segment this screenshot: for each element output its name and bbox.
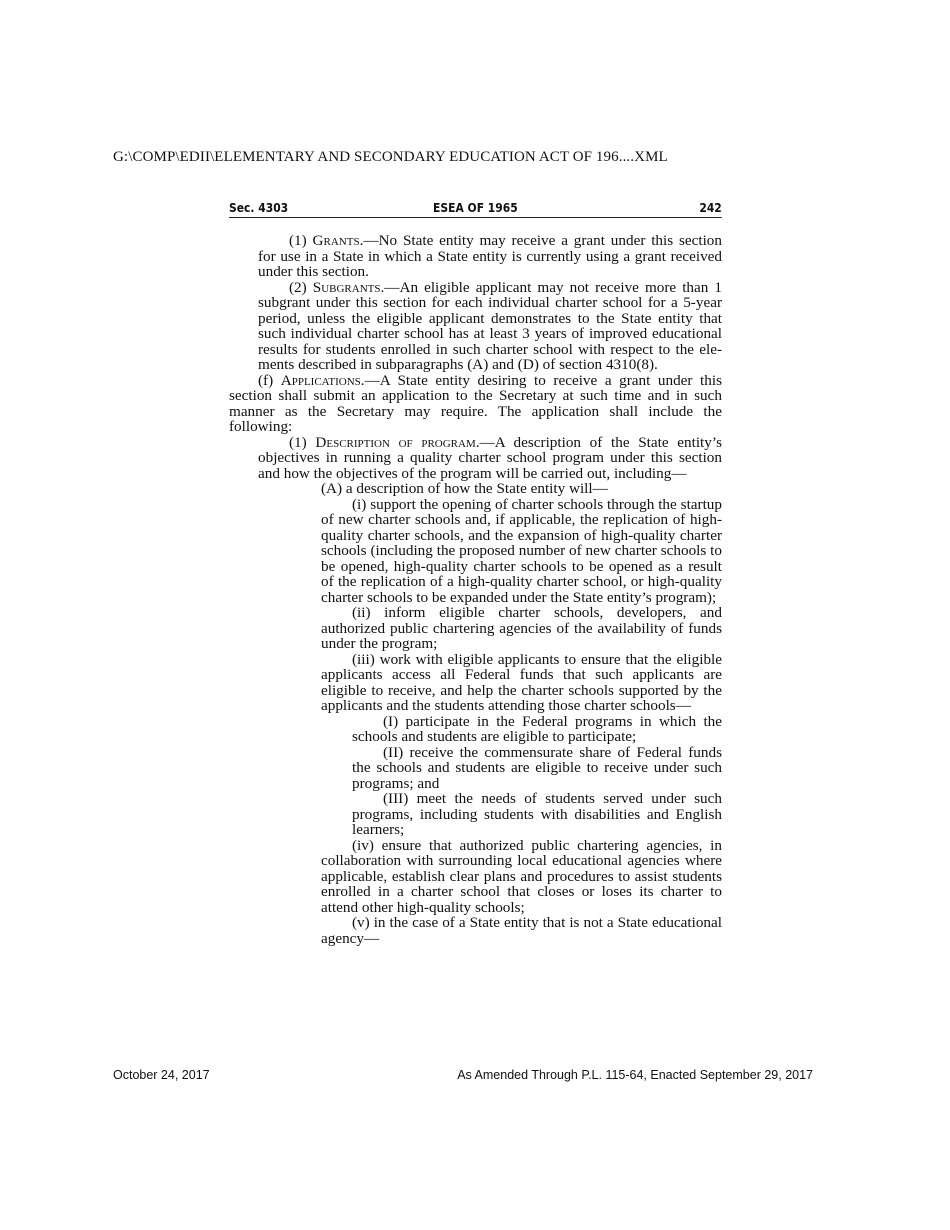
subclause-I: (I) participate in the Federal programs in which the schools and students are eligible to participate; [352,712,722,745]
clause-i: (i) support the opening of charter schools through the startup of new charter schools and, if applicable, the replication of high-quality charter schools, and the expansion of high-quality charter schools (including the proposed number of new charter schools to be opened, high-quality charter schools to be opened as a result of the replication of a high-quality charter school, or high-quality charter schools to be expanded under the State entity’s program); [321,495,722,606]
clause-iv: (iv) ensure that authorized public chartering agencies, in collaboration with surrounding local educational agencies where applicable, establish clear plans and procedures to assist students enrolled in a charter school that closes or loses its charter to attend other high-quality schools; [321,836,722,916]
paragraph-grants: (1) Grants.—No State entity may receive a grant under this section for use in a State in which a State entity is currently using a grant received under this section. [258,232,722,280]
paragraph-subgrants: (2) Subgrants.—An eligible applicant may not receive more than 1 subgrant under this section for each individual charter school for a 5-year period, unless the eligible applicant demonstrates to the State entity that such individual charter school has at least 3 years of improved educational results for students enrolled in such charter school with respect to the elements described in subparagraphs (A) and (D) of section 4310(8). [258,278,722,373]
body-text [229,233,722,946]
paragraph-heading: Description of program [315,433,476,451]
page-header [229,198,722,218]
section-number: Sec. 4303 [229,200,289,215]
file-path: G:\COMP\EDII\ELEMENTARY AND SECONDARY EDUCATION ACT OF 196....XML [113,149,668,165]
subclause-II: (II) receive the commensurate share of Federal funds the schools and students are eligible to receive under such programs; and [352,743,722,792]
footer-amended-note: As Amended Through P.L. 115-64, Enacted September 29, 2017 [457,1068,813,1082]
clause-v: (v) in the case of a State entity that is not a State educational agency— [321,914,722,947]
clause-ii: (ii) inform eligible charter schools, developers, and authorized public chartering agencies of the availability of funds under the program; [321,604,722,652]
paragraph-heading: Applications [280,371,361,389]
paragraph-a: (A) a description of how the State entity will— [321,480,608,497]
page-number: 242 [699,200,722,215]
paragraph-heading: Subgrants [312,278,381,296]
paragraph-applications: (f) Applications.—A State entity desiring to receive a grant under this section shall submit an application to the Secretary at such time and in such manner as the Secretary may require. The application shall include the following: [229,371,722,435]
subclause-III: (III) meet the needs of students served under such programs, including students with disabilities and English learners; [352,790,722,838]
paragraph-heading: Grants [312,232,360,249]
footer-date: October 24, 2017 [113,1068,210,1082]
running-title: ESEA OF 1965 [433,200,518,215]
clause-iii: (iii) work with eligible applicants to ensure that the eligible applicants access all Federal funds that such applicants are eligible to receive, and help the charter schools supported by the applicants and the students attending those charter schools— [321,650,722,714]
paragraph-description-of-program: (1) Description of program.—A description of the State entity’s objectives in running a quality charter school program under this section and how the objectives of the program will be carried out, including— [258,433,722,482]
